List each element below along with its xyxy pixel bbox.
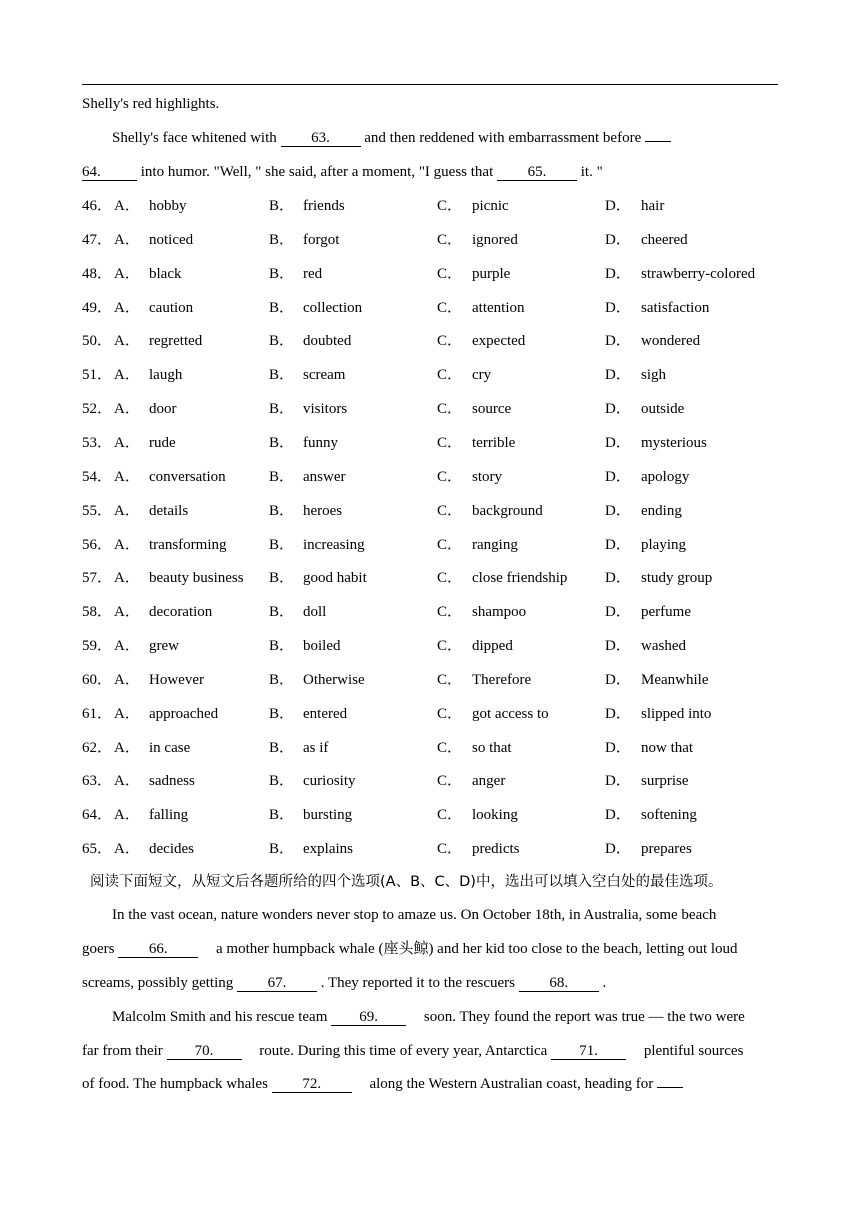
question-row <box>82 332 782 350</box>
question-row <box>82 400 782 418</box>
blank-66: 66. <box>118 941 198 958</box>
question-row <box>82 366 782 384</box>
option-b: answer <box>303 468 346 485</box>
passage-text: into humor. "Well, " she said, after a moment, "I guess that <box>137 164 498 180</box>
option-b: increasing <box>303 536 365 553</box>
option-b: bursting <box>303 807 353 824</box>
passage-line <box>82 95 219 113</box>
option-a: caution <box>149 299 194 316</box>
option-c: got access to <box>472 705 549 722</box>
option-letter-b: B． <box>269 536 295 553</box>
passage-line <box>82 1075 683 1093</box>
option-letter-a: A． <box>114 265 140 282</box>
question-row <box>82 468 782 486</box>
passage-text: far from their <box>82 1043 167 1059</box>
option-b: collection <box>303 299 363 316</box>
option-letter-b: B． <box>269 434 295 451</box>
option-letter-d: D． <box>605 807 631 824</box>
passage-text: and then reddened with embarrassment before <box>360 130 645 146</box>
passage-text: . <box>598 975 607 991</box>
option-letter-c: C． <box>437 841 463 858</box>
option-letter-d: D． <box>605 401 631 418</box>
option-letter-c: C． <box>437 773 463 790</box>
option-letter-c: C． <box>437 434 463 451</box>
option-d: Meanwhile <box>641 671 709 688</box>
option-a: noticed <box>149 231 194 248</box>
option-b: visitors <box>303 401 348 418</box>
option-c: story <box>472 468 502 485</box>
question-row <box>82 637 782 655</box>
option-d: surprise <box>641 773 689 790</box>
option-c: expected <box>472 333 526 350</box>
option-letter-b: B． <box>269 604 295 621</box>
header-rule <box>82 84 778 85</box>
option-letter-c: C． <box>437 739 463 756</box>
option-letter-d: D． <box>605 604 631 621</box>
option-a: details <box>149 502 189 519</box>
option-a: grew <box>149 638 179 655</box>
option-b: as if <box>303 739 329 756</box>
question-number: 47． <box>82 231 113 248</box>
option-letter-a: A． <box>114 401 140 418</box>
question-row <box>82 536 782 554</box>
option-letter-c: C． <box>437 231 463 248</box>
blank-71: 71. <box>551 1043 626 1060</box>
option-a: decides <box>149 841 194 858</box>
blank-73-start <box>657 1087 683 1088</box>
option-d: cheered <box>641 231 688 248</box>
blank-65: 65. <box>497 164 577 181</box>
option-d: playing <box>641 536 686 553</box>
option-b: Otherwise <box>303 671 365 688</box>
option-c: predicts <box>472 841 520 858</box>
option-letter-c: C． <box>437 333 463 350</box>
option-d: now that <box>641 739 694 756</box>
option-b: good habit <box>303 570 367 587</box>
option-letter-d: D． <box>605 367 631 384</box>
option-d: sigh <box>641 367 667 384</box>
question-number: 59． <box>82 638 113 655</box>
option-c: shampoo <box>472 604 527 621</box>
question-number: 56． <box>82 536 113 553</box>
option-letter-a: A． <box>114 502 140 519</box>
option-letter-d: D． <box>605 231 631 248</box>
option-letter-c: C． <box>437 367 463 384</box>
option-letter-a: A． <box>114 841 140 858</box>
option-letter-a: A． <box>114 299 140 316</box>
option-d: ending <box>641 502 682 519</box>
passage-text: Shelly's red highlights. <box>82 96 220 112</box>
option-letter-d: D． <box>605 671 631 688</box>
option-letter-c: C． <box>437 502 463 519</box>
passage-line <box>112 129 671 147</box>
option-letter-c: C． <box>437 705 463 722</box>
option-c: dipped <box>472 638 513 655</box>
question-number: 50． <box>82 333 113 350</box>
option-letter-a: A． <box>114 773 140 790</box>
option-letter-b: B． <box>269 367 295 384</box>
option-d: apology <box>641 468 690 485</box>
option-c: picnic <box>472 198 509 214</box>
option-b: forgot <box>303 231 340 248</box>
option-letter-a: A． <box>114 604 140 621</box>
option-letter-c: C． <box>437 638 463 655</box>
option-d: wondered <box>641 333 701 350</box>
option-d: hair <box>641 198 665 214</box>
option-letter-b: B． <box>269 570 295 587</box>
option-letter-a: A． <box>114 671 140 688</box>
option-b: doubted <box>303 333 352 350</box>
question-row <box>82 265 782 283</box>
option-a: black <box>149 265 182 282</box>
question-row <box>82 197 782 215</box>
option-b: friends <box>303 198 345 214</box>
option-c: close friendship <box>472 570 568 587</box>
option-letter-b: B． <box>269 841 295 858</box>
question-row <box>82 772 782 790</box>
question-row <box>82 603 782 621</box>
option-c: source <box>472 401 512 418</box>
option-letter-c: C． <box>437 198 463 214</box>
option-c: background <box>472 502 543 519</box>
option-a: hobby <box>149 198 187 214</box>
option-b: funny <box>303 434 338 451</box>
option-d: slipped into <box>641 705 712 722</box>
option-letter-c: C． <box>437 468 463 485</box>
passage-text: a mother humpback whale (座头鲸) and her kid too close to the beach, letting out loud <box>212 941 738 957</box>
option-letter-b: B． <box>269 773 295 790</box>
option-letter-b: B． <box>269 333 295 350</box>
option-a: approached <box>149 705 219 722</box>
option-c: cry <box>472 367 492 384</box>
option-a: regretted <box>149 333 203 350</box>
option-a: conversation <box>149 468 226 485</box>
blank-69: 69. <box>331 1009 406 1026</box>
section-instruction: 阅读下面短文，从短文后各题所给的四个选项(A、B、C、D)中，选出可以填入空白处的最佳选项。 <box>90 874 723 890</box>
option-b: doll <box>303 604 327 621</box>
question-number: 51． <box>82 367 113 384</box>
option-b: curiosity <box>303 773 356 790</box>
question-row <box>82 434 782 452</box>
blank-68: 68. <box>519 975 599 992</box>
option-b: explains <box>303 841 353 858</box>
option-c: Therefore <box>472 671 532 688</box>
option-d: prepares <box>641 841 692 858</box>
question-row <box>82 231 782 249</box>
option-letter-b: B． <box>269 198 295 214</box>
option-a: However <box>149 671 204 688</box>
option-letter-a: A． <box>114 198 140 214</box>
option-b: entered <box>303 705 348 722</box>
question-number: 55． <box>82 502 113 519</box>
option-letter-b: B． <box>269 468 295 485</box>
option-b: boiled <box>303 638 341 655</box>
blank-70: 70. <box>167 1043 242 1060</box>
option-d: satisfaction <box>641 299 710 316</box>
passage-line <box>82 1042 743 1060</box>
option-letter-c: C． <box>437 401 463 418</box>
passage-text: goers <box>82 941 119 957</box>
option-c: terrible <box>472 434 516 451</box>
option-letter-d: D． <box>605 333 631 350</box>
option-d: softening <box>641 807 697 824</box>
passage-line <box>82 974 606 992</box>
option-letter-a: A． <box>114 570 140 587</box>
passage-text: Shelly's face whitened with <box>112 130 281 146</box>
passage-line <box>82 940 738 958</box>
option-letter-d: D． <box>605 265 631 282</box>
question-number: 46． <box>82 198 113 214</box>
option-d: outside <box>641 401 685 418</box>
question-number: 63． <box>82 773 113 790</box>
option-letter-b: B． <box>269 807 295 824</box>
question-row <box>82 502 782 520</box>
option-d: mysterious <box>641 434 707 451</box>
question-number: 62． <box>82 739 113 756</box>
question-row <box>82 569 782 587</box>
option-letter-a: A． <box>114 367 140 384</box>
passage-line <box>82 163 603 181</box>
question-number: 49． <box>82 299 113 316</box>
option-a: laugh <box>149 367 183 384</box>
question-number: 53． <box>82 434 113 451</box>
option-letter-c: C． <box>437 671 463 688</box>
option-letter-b: B． <box>269 401 295 418</box>
question-row <box>82 806 782 824</box>
option-letter-d: D． <box>605 705 631 722</box>
option-letter-b: B． <box>269 231 295 248</box>
question-number: 65． <box>82 841 113 858</box>
option-letter-c: C． <box>437 807 463 824</box>
option-c: ranging <box>472 536 518 553</box>
question-row <box>82 671 782 689</box>
passage-text: plentiful sources <box>640 1043 744 1059</box>
option-c: purple <box>472 265 511 282</box>
option-letter-a: A． <box>114 468 140 485</box>
question-number: 57． <box>82 570 113 587</box>
option-c: ignored <box>472 231 518 248</box>
option-d: strawberry-colored <box>641 265 756 282</box>
option-b: heroes <box>303 502 343 519</box>
question-row <box>82 840 782 858</box>
option-letter-a: A． <box>114 536 140 553</box>
question-number: 61． <box>82 705 113 722</box>
option-c: so that <box>472 739 512 756</box>
blank-67: 67. <box>237 975 317 992</box>
option-a: transforming <box>149 536 227 553</box>
passage-text: In the vast ocean, nature wonders never stop to amaze us. On October 18th, in Australia, some beach <box>112 907 717 923</box>
option-b: scream <box>303 367 346 384</box>
blank-63: 63. <box>281 130 361 147</box>
option-a: falling <box>149 807 189 824</box>
option-d: perfume <box>641 604 691 621</box>
option-letter-c: C． <box>437 570 463 587</box>
passage-text: of food. The humpback whales <box>82 1076 272 1092</box>
option-a: in case <box>149 739 191 756</box>
blank-64: 64. <box>82 164 137 181</box>
blank-72: 72. <box>272 1076 352 1093</box>
option-letter-b: B． <box>269 638 295 655</box>
question-row <box>82 299 782 317</box>
question-number: 58． <box>82 604 113 621</box>
question-number: 48． <box>82 265 113 282</box>
option-letter-c: C． <box>437 604 463 621</box>
option-letter-d: D． <box>605 502 631 519</box>
option-letter-c: C． <box>437 265 463 282</box>
option-letter-d: D． <box>605 536 631 553</box>
option-c: anger <box>472 773 506 790</box>
option-a: sadness <box>149 773 195 790</box>
question-number: 54． <box>82 468 113 485</box>
option-letter-d: D． <box>605 198 631 214</box>
option-a: door <box>149 401 177 418</box>
blank-64-start <box>645 141 671 142</box>
option-letter-a: A． <box>114 333 140 350</box>
passage-text: along the Western Australian coast, heading for <box>365 1076 658 1092</box>
option-d: study group <box>641 570 713 587</box>
passage-line <box>112 906 716 924</box>
passage-text: route. During this time of every year, Antarctica <box>255 1043 552 1059</box>
option-letter-c: C． <box>437 299 463 316</box>
question-row <box>82 739 782 757</box>
passage-text: screams, possibly getting <box>82 975 237 991</box>
option-letter-d: D． <box>605 434 631 451</box>
option-letter-b: B． <box>269 502 295 519</box>
option-letter-d: D． <box>605 773 631 790</box>
passage-text: Malcolm Smith and his rescue team <box>112 1009 332 1025</box>
passage-line <box>112 1008 745 1026</box>
question-number: 60． <box>82 671 113 688</box>
option-letter-b: B． <box>269 265 295 282</box>
passage-text: . They reported it to the rescuers <box>316 975 519 991</box>
question-number: 64． <box>82 807 113 824</box>
option-letter-d: D． <box>605 739 631 756</box>
option-letter-d: D． <box>605 638 631 655</box>
question-row <box>82 705 782 723</box>
option-c: attention <box>472 299 525 316</box>
option-letter-b: B． <box>269 671 295 688</box>
option-letter-a: A． <box>114 739 140 756</box>
option-a: rude <box>149 434 176 451</box>
option-letter-a: A． <box>114 638 140 655</box>
option-letter-d: D． <box>605 299 631 316</box>
option-c: looking <box>472 807 518 824</box>
option-letter-a: A． <box>114 434 140 451</box>
option-letter-b: B． <box>269 705 295 722</box>
option-letter-a: A． <box>114 807 140 824</box>
option-letter-b: B． <box>269 299 295 316</box>
option-letter-d: D． <box>605 841 631 858</box>
passage-text: it. " <box>577 164 603 180</box>
option-letter-b: B． <box>269 739 295 756</box>
question-number: 52． <box>82 401 113 418</box>
option-letter-d: D． <box>605 468 631 485</box>
passage-text: soon. They found the report was true — the two were <box>420 1009 745 1025</box>
option-letter-a: A． <box>114 705 140 722</box>
option-a: beauty business <box>149 570 244 587</box>
option-b: red <box>303 265 323 282</box>
option-letter-d: D． <box>605 570 631 587</box>
option-d: washed <box>641 638 686 655</box>
option-letter-a: A． <box>114 231 140 248</box>
option-letter-c: C． <box>437 536 463 553</box>
option-a: decoration <box>149 604 213 621</box>
